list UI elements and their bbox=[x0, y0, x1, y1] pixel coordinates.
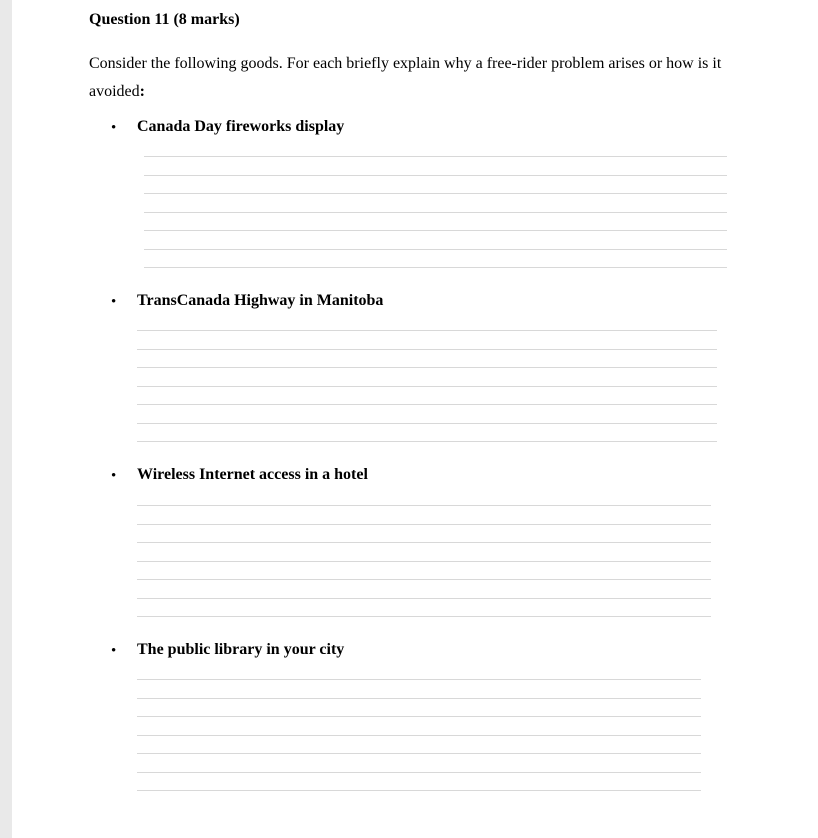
answer-line bbox=[137, 441, 717, 442]
answer-line bbox=[144, 230, 727, 231]
answer-line bbox=[144, 175, 727, 176]
question-title: Question 11 (8 marks) bbox=[89, 11, 240, 28]
answer-line bbox=[137, 561, 711, 562]
item-label-highway: TransCanada Highway in Manitoba bbox=[137, 292, 384, 309]
answer-line bbox=[137, 716, 701, 717]
answer-line bbox=[144, 212, 727, 213]
bullet-point: • bbox=[111, 643, 117, 659]
answer-line bbox=[144, 193, 727, 194]
answer-line bbox=[144, 156, 727, 157]
answer-line bbox=[137, 679, 701, 680]
answer-line bbox=[137, 598, 711, 599]
answer-line bbox=[137, 772, 701, 773]
answer-line bbox=[137, 616, 711, 617]
answer-line bbox=[137, 542, 711, 543]
answer-line bbox=[137, 753, 701, 754]
answer-line bbox=[137, 698, 701, 699]
document-page bbox=[12, 0, 818, 838]
answer-line bbox=[137, 330, 717, 331]
item-label-wireless: Wireless Internet access in a hotel bbox=[137, 466, 368, 483]
bullet-point: • bbox=[111, 468, 117, 484]
answer-line bbox=[137, 735, 701, 736]
answer-line bbox=[137, 349, 717, 350]
answer-line bbox=[137, 524, 711, 525]
answer-line bbox=[137, 579, 711, 580]
item-label-library: The public library in your city bbox=[137, 641, 345, 658]
item-label-fireworks: Canada Day fireworks display bbox=[137, 118, 345, 135]
answer-line bbox=[144, 267, 727, 268]
answer-line bbox=[137, 505, 711, 506]
answer-line bbox=[137, 790, 701, 791]
answer-line bbox=[144, 249, 727, 250]
answer-line bbox=[137, 367, 717, 368]
answer-line bbox=[137, 404, 717, 405]
instructions-colon: : bbox=[139, 83, 145, 100]
question-instructions bbox=[89, 50, 739, 106]
bullet-point: • bbox=[111, 294, 117, 310]
answer-line bbox=[137, 423, 717, 424]
answer-line bbox=[137, 386, 717, 387]
instructions-text: Consider the following goods. For each briefly explain why a free-rider problem arises or how is it avoided bbox=[89, 55, 722, 100]
bullet-point: • bbox=[111, 120, 117, 136]
